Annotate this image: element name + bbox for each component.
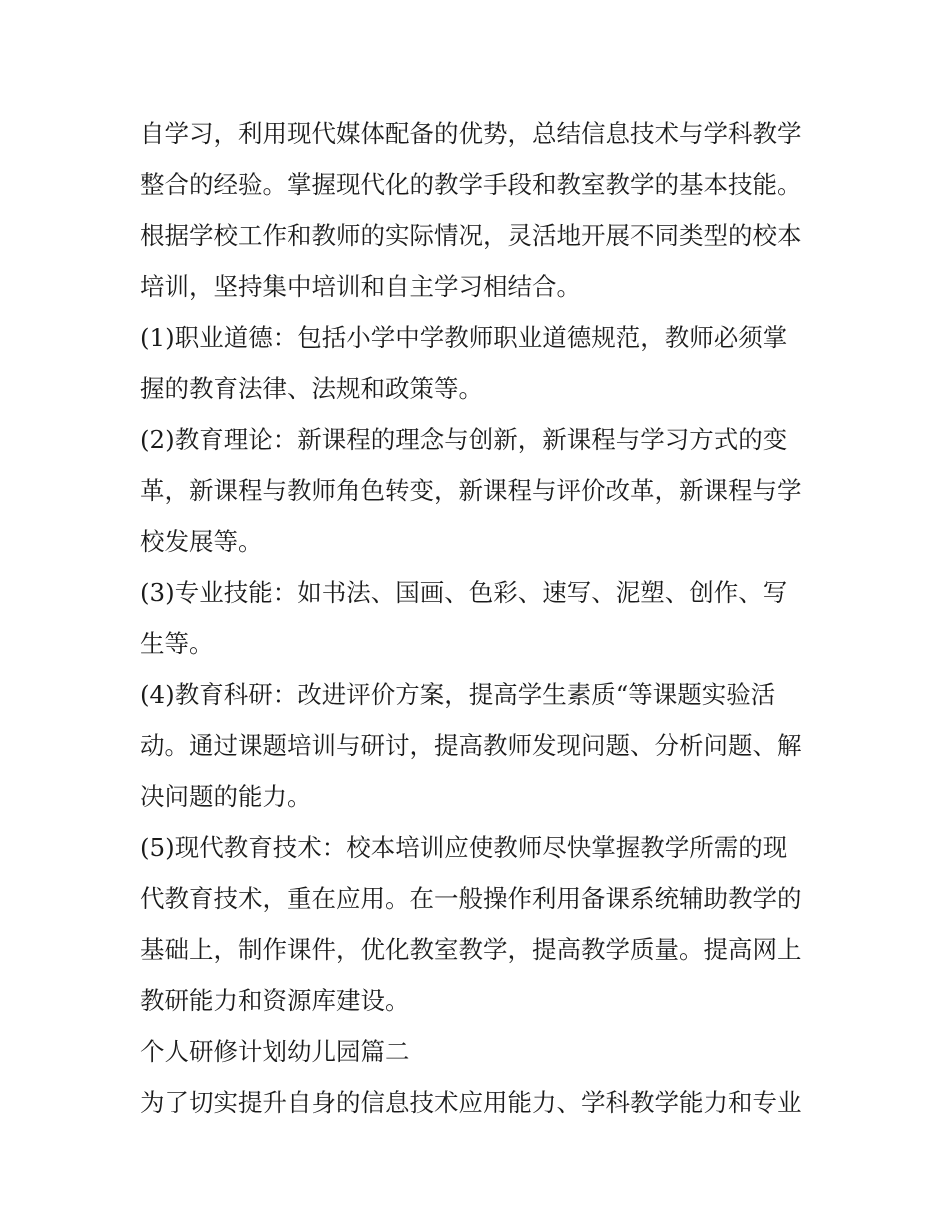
- text-line: 基础上，制作课件，优化教室教学，提高教学质量。提高网上: [140, 935, 802, 964]
- text-line: 根据学校工作和教师的实际情况，灵活地开展不同类型的校本: [140, 221, 802, 250]
- list-item-4: (4)教育科研：改进评价方案，提高学生素质“等课题实验活: [140, 680, 776, 709]
- list-item-2: (2)教育理论：新课程的理念与创新，新课程与学习方式的变: [140, 425, 788, 454]
- text-line: 革，新课程与教师角色转变，新课程与评价改革，新课程与学: [140, 476, 802, 505]
- text-line: 教研能力和资源库建设。: [140, 986, 410, 1015]
- list-item-1: (1)职业道德：包括小学中学教师职业道德规范，教师必须掌: [140, 323, 788, 352]
- document-body: [140, 108, 820, 1128]
- text-line: 决问题的能力。: [140, 782, 312, 811]
- text-line: 整合的经验。掌握现代化的教学手段和教室教学的基本技能。: [140, 170, 802, 199]
- text-line: 握的教育法律、法规和政策等。: [140, 374, 483, 403]
- text-line: 为了切实提升自身的信息技术应用能力、学科教学能力和专业: [140, 1088, 802, 1117]
- text-line: 校发展等。: [140, 527, 263, 556]
- text-line: 生等。: [140, 629, 214, 658]
- list-item-5: (5)现代教育技术：校本培训应使教师尽快掌握教学所需的现: [140, 833, 788, 862]
- section-heading: 个人研修计划幼儿园篇二: [140, 1037, 410, 1066]
- text-line: 动。通过课题培训与研讨，提高教师发现问题、分析问题、解: [140, 731, 802, 760]
- text-line: 自学习，利用现代媒体配备的优势，总结信息技术与学科教学: [140, 119, 802, 148]
- text-line: 培训，坚持集中培训和自主学习相结合。: [140, 272, 581, 301]
- text-line: 代教育技术，重在应用。在一般操作利用备课系统辅助教学的: [140, 884, 802, 913]
- list-item-3: (3)专业技能：如书法、国画、色彩、速写、泥塑、创作、写: [140, 578, 788, 607]
